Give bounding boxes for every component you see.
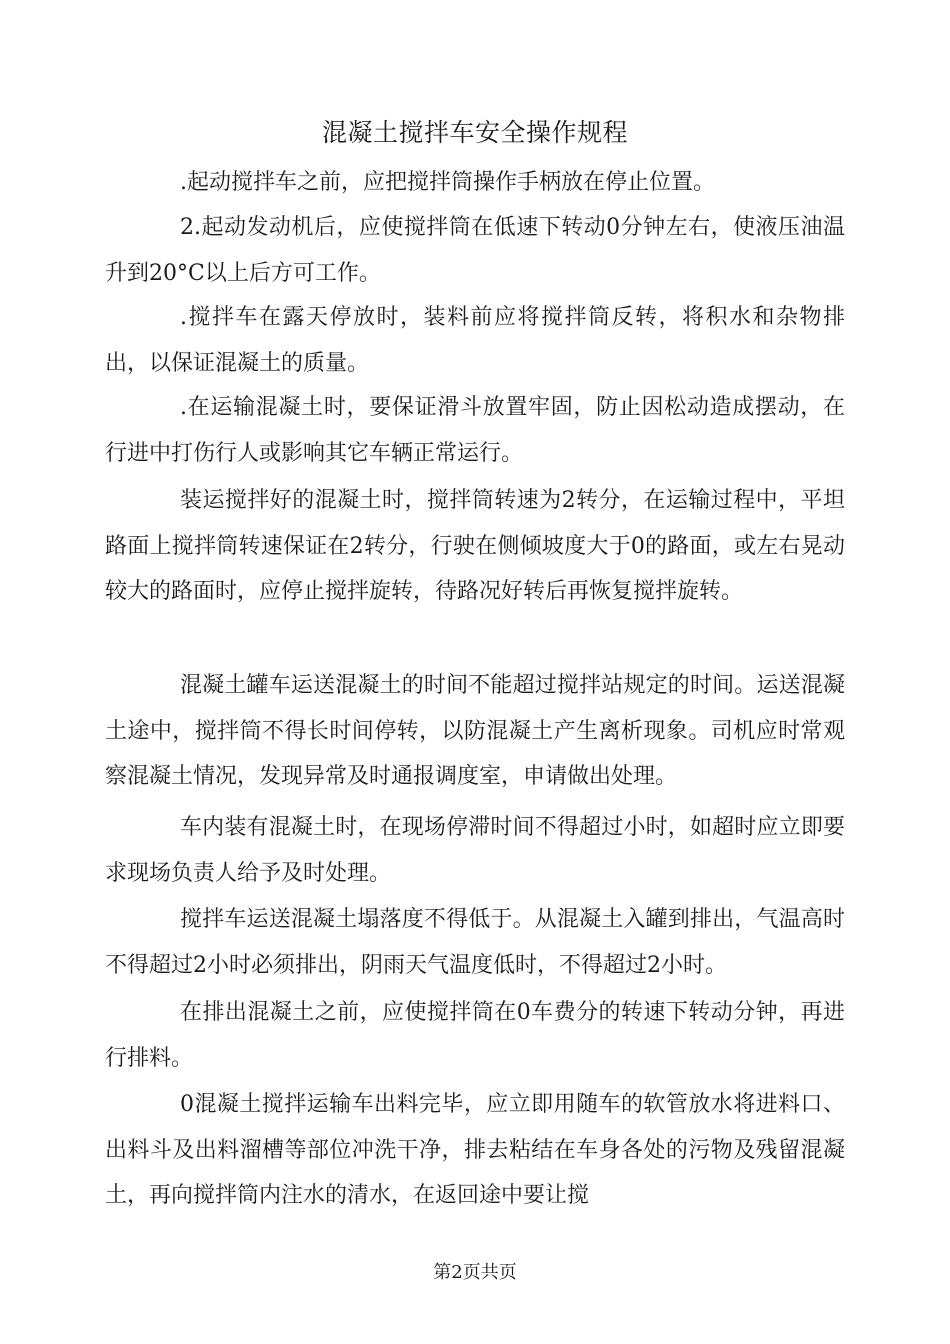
paragraph-10: 0混凝土搅拌运输车出料完毕，应立即用随车的软管放水将进料口、出料斗及出料溜槽等部位冲洗干净，排去粘结在车身各处的污物及残留混凝土，再向搅拌筒内注水的清水，在返回途中要让搅 bbox=[105, 1092, 845, 1208]
paragraph-6: 混凝土罐车运送混凝土的时间不能超过搅拌站规定的时间。运送混凝土途中，搅拌筒不得长时间停转，以防混凝土产生离析现象。司机应时常观察混凝土情况，发现异常及时通报调度室，申请做出处理。 bbox=[105, 673, 845, 789]
document-title: 混凝土搅拌车安全操作规程 bbox=[321, 118, 628, 147]
paragraph-3: .搅拌车在露天停放时，装料前应将搅拌筒反转，将积水和杂物排出，以保证混凝土的质量。 bbox=[105, 305, 845, 376]
paragraph-7: 车内装有混凝土时，在现场停滞时间不得超过小时，如超时应立即要求现场负责人给予及时处理。 bbox=[105, 815, 845, 886]
page-footer: 第2页共页 bbox=[433, 1262, 517, 1283]
paragraph-4: .在运输混凝土时，要保证滑斗放置牢固，防止因松动造成摆动，在行进中打伤行人或影响其它车辆正常运行。 bbox=[105, 395, 845, 466]
paragraph-2: 2.起动发动机后，应使搅拌筒在低速下转动0分钟左右，使液压油温升到20°C以上后方可工作。 bbox=[105, 215, 845, 286]
paragraph-9: 在排出混凝土之前，应使搅拌筒在0车费分的转速下转动分钟，再进行排料。 bbox=[105, 1000, 845, 1071]
paragraph-8: 搅拌车运送混凝土塌落度不得低于。从混凝土入罐到排出，气温高时不得超过2小时必须排出，阴雨天气温度低时，不得超过2小时。 bbox=[105, 907, 845, 978]
paragraph-5: 装运搅拌好的混凝土时，搅拌筒转速为2转分，在运输过程中，平坦路面上搅拌筒转速保证在2转分，行驶在侧倾坡度大于0的路面，或左右晃动较大的路面时，应停止搅拌旋转，待路况好转后再恢复搅拌旋转。 bbox=[105, 488, 845, 604]
paragraph-1: .起动搅拌车之前，应把搅拌筒操作手柄放在停止位置。 bbox=[180, 170, 715, 195]
